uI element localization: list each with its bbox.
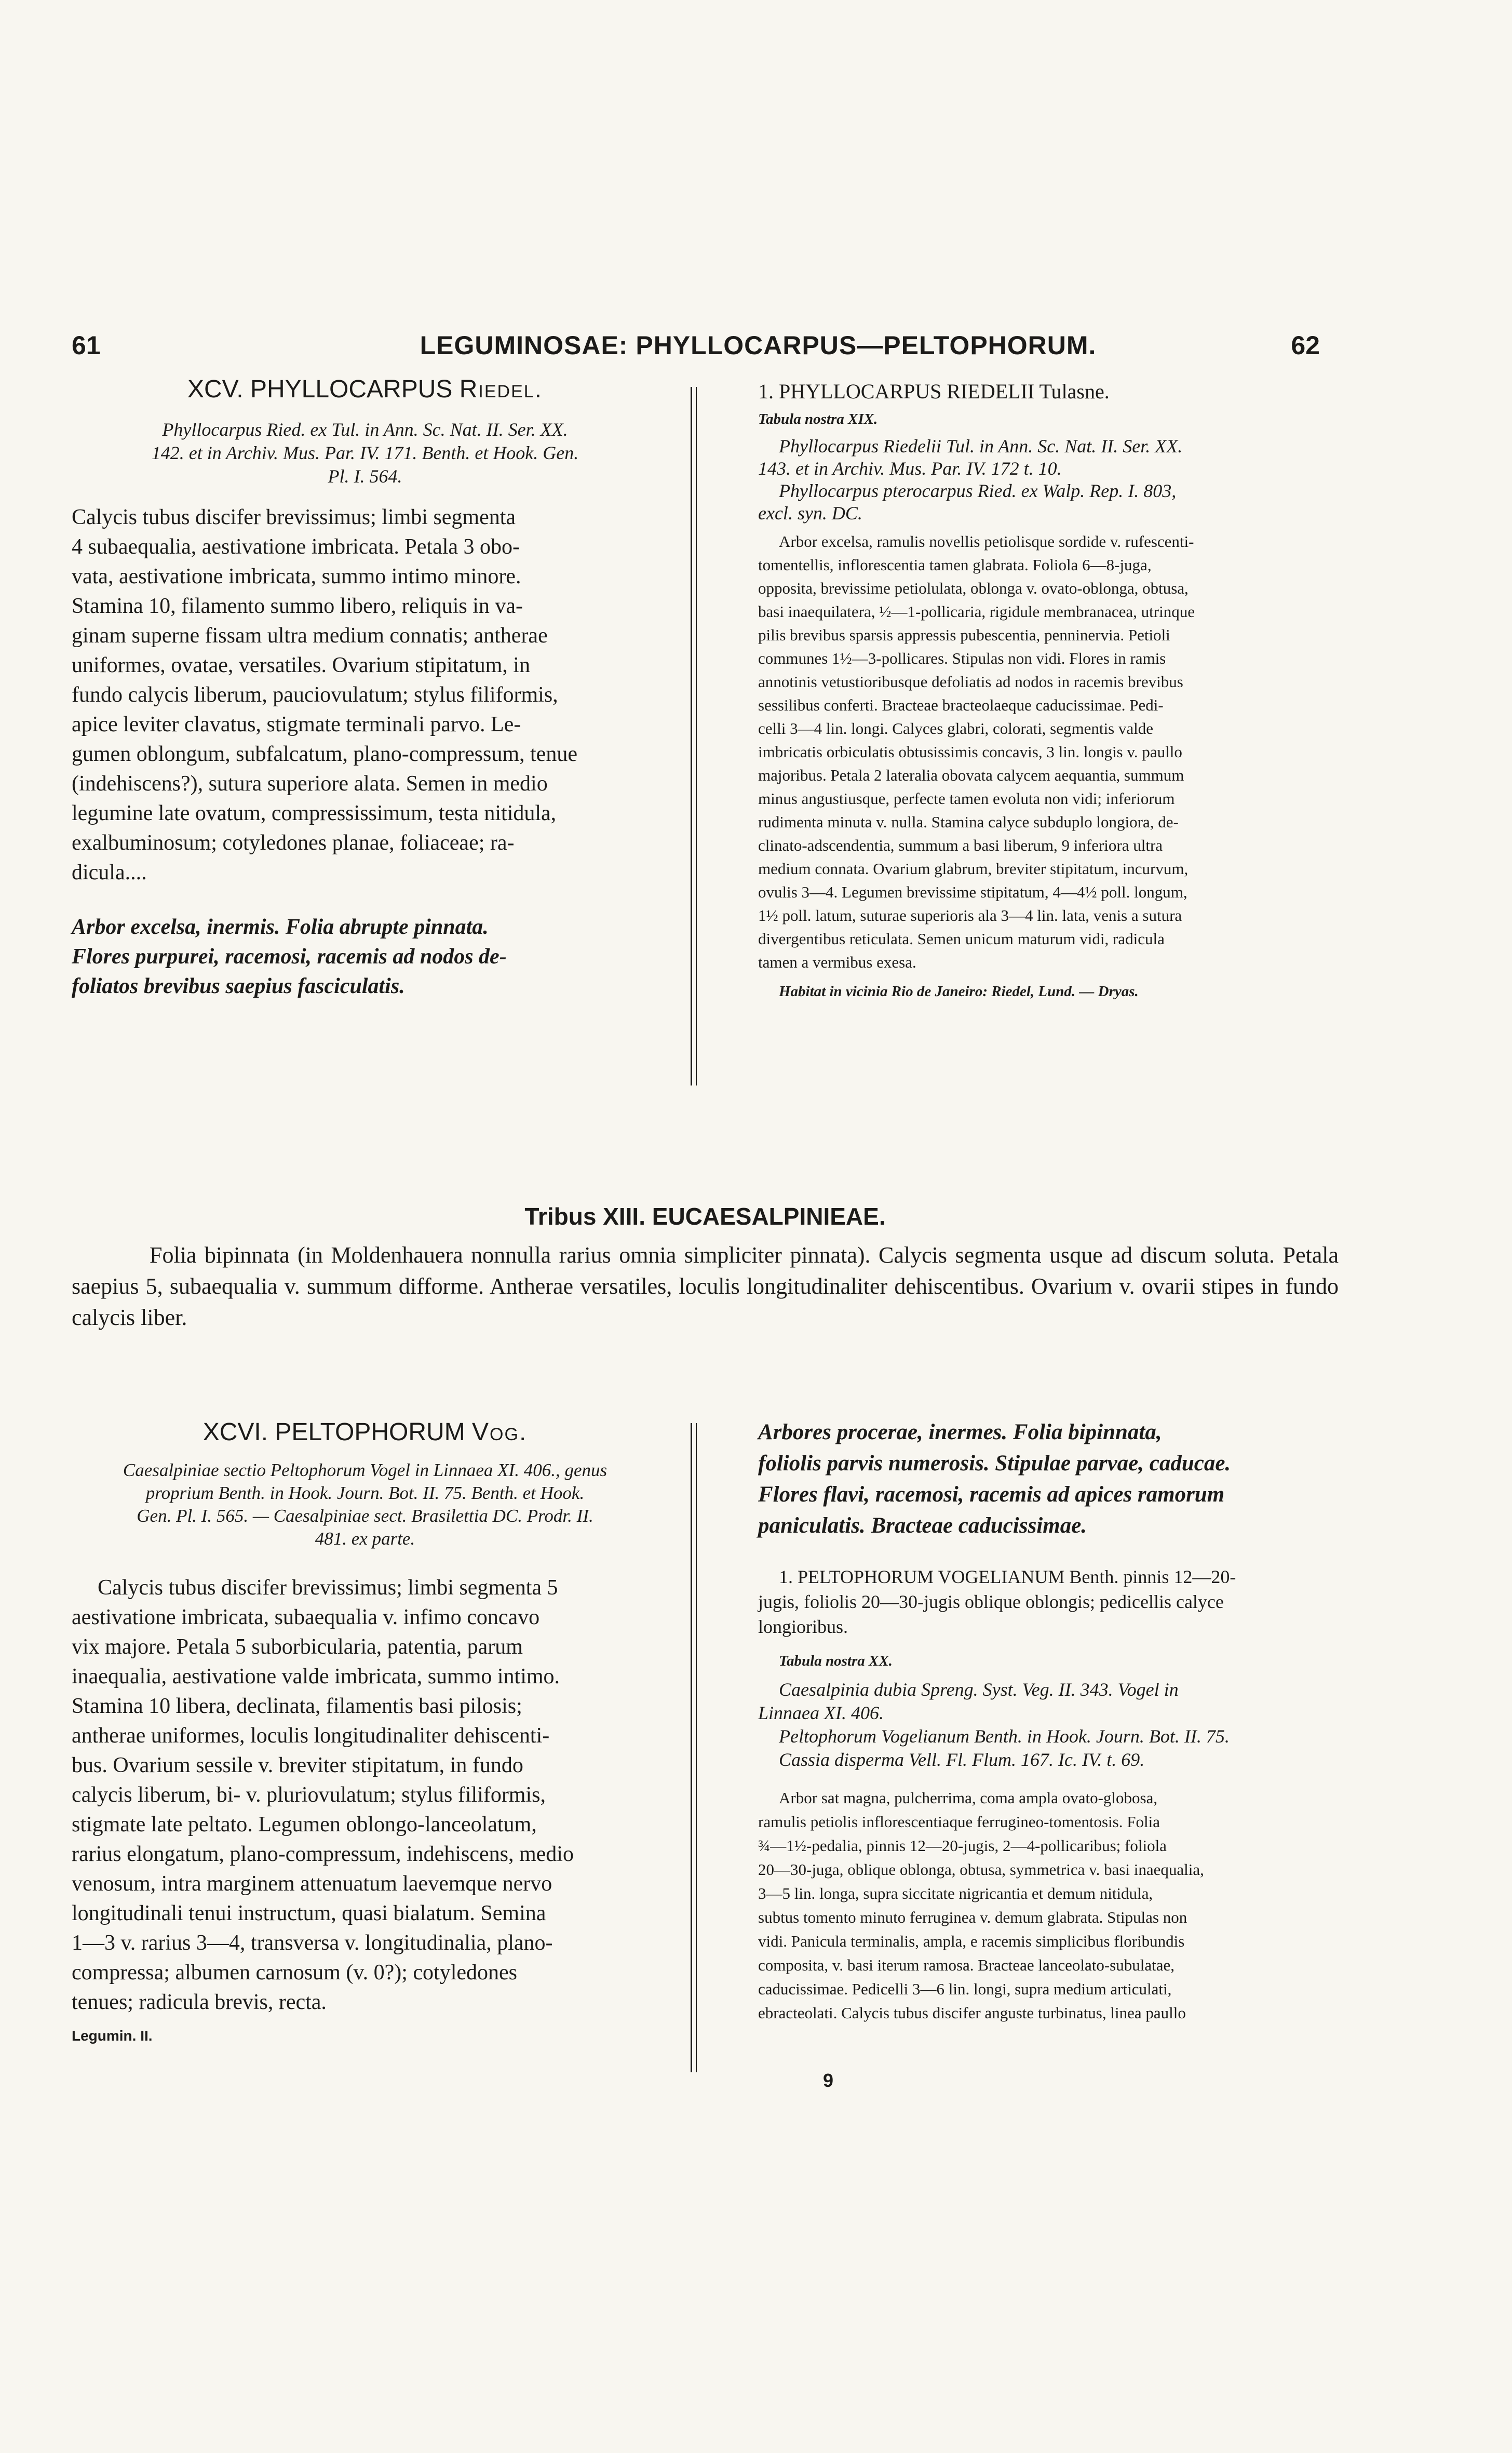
- description-line: opposita, brevissime petiolulata, oblonga v. ovato-oblonga, obtusa,: [758, 579, 1189, 597]
- habit-line: Arbores procerae, inermes. Folia bipinnata,: [758, 1420, 1162, 1444]
- description-line: ebracteolati. Calycis tubus discifer anguste turbinatus, linea paullo: [758, 2004, 1186, 2022]
- habit-line: foliatos brevibus saepius fasciculatis.: [72, 974, 405, 998]
- description-line: celli 3—4 lin. longi. Calyces glabri, colorati, segmentis valde: [758, 719, 1154, 738]
- plate-reference: Tabula nostra XIX.: [758, 411, 878, 427]
- page-number-left: 61: [72, 331, 101, 360]
- column-rule-top: [691, 387, 692, 1085]
- description-line: 1½ poll. latum, suturae superioris ala 3—4 lin. lata, venis a sutura: [758, 906, 1182, 924]
- description-line: aestivatione imbricata, subaequalia v. infimo concavo: [72, 1605, 540, 1629]
- description-line: clinato-adscendentia, summum a basi liberum, 9 inferiora ultra: [758, 836, 1163, 854]
- species-heading-line: longioribus.: [758, 1616, 848, 1637]
- genus-heading: [72, 375, 658, 404]
- tribe-section: [72, 1202, 1339, 1333]
- synonymy-line: proprium Benth. in Hook. Journ. Bot. II. 75. Benth. et Hook.: [145, 1483, 585, 1503]
- description-line: (indehiscens?), sutura superiore alata. Semen in medio: [72, 772, 548, 796]
- description-line: Calycis tubus discifer brevissimus; limbi segmenta: [72, 505, 516, 529]
- description-line: vata, aestivatione imbricata, summo intimo minore.: [72, 565, 521, 588]
- genus-description: [72, 503, 658, 888]
- synonymy-line: Cassia disperma Vell. Fl. Flum. 167. Ic. IV. t. 69.: [779, 1749, 1145, 1770]
- description-line: stigmate late peltato. Legumen oblongo-lanceolatum,: [72, 1813, 537, 1837]
- description-line: Arbor excelsa, ramulis novellis petiolisque sordide v. rufescenti-: [779, 532, 1194, 551]
- description-line: compressa; albumen carnosum (v. 0?); cotyledones: [72, 1961, 518, 1985]
- column-rule-top-2: [696, 387, 697, 1085]
- description-line: rudimenta minuta v. nulla. Stamina calyce subduplo longiora, de-: [758, 813, 1179, 831]
- description-line: divergentibus reticulata. Semen unicum maturum vidi, radicula: [758, 930, 1165, 948]
- genus-heading-author: Vog.: [472, 1418, 528, 1446]
- description-line: 3—5 lin. longa, supra siccitate nigricantia et demum nitidula,: [758, 1884, 1153, 1902]
- page-title: LEGUMINOSAE: PHYLLOCARPUS—PELTOPHORUM.: [420, 331, 1097, 360]
- synonymy-line: Pl. I. 564.: [328, 466, 402, 487]
- species-riedelii: [758, 379, 1319, 1000]
- species-heading-line: jugis, foliolis 20—30-jugis oblique oblongis; pedicellis calyce: [758, 1591, 1224, 1612]
- genus-description: [72, 1573, 658, 2017]
- description-line: ovulis 3—4. Legumen brevissime stipitatum, 4—4½ poll. longum,: [758, 883, 1187, 901]
- description-line: pilis brevibus sparsis appressis pubescentia, penninervia. Petioli: [758, 626, 1170, 644]
- species-synonymy: [758, 1678, 1319, 1772]
- description-line: subtus tomento minuto ferruginea v. demum glabrata. Stipulas non: [758, 1908, 1187, 1926]
- signature-mark: Legumin. II.: [72, 2028, 153, 2044]
- description-line: Arbor sat magna, pulcherrima, coma ampla ovato-globosa,: [779, 1789, 1158, 1807]
- synonymy-line: Phyllocarpus Ried. ex Tul. in Ann. Sc. Nat. II. Ser. XX.: [162, 419, 568, 440]
- description-line: ¾—1½-pedalia, pinnis 12—20-jugis, 2—4-pollicaribus; foliola: [758, 1837, 1167, 1855]
- synonymy-line: Phyllocarpus Riedelii Tul. in Ann. Sc. Nat. II. Ser. XX.: [779, 436, 1183, 457]
- synonymy-line: Caesalpinia dubia Spreng. Syst. Veg. II. 343. Vogel in: [779, 1679, 1179, 1700]
- description-line: Calycis tubus discifer brevissimus; limbi segmenta 5: [98, 1576, 558, 1600]
- genus-habit: [758, 1417, 1319, 1541]
- habit-line: foliolis parvis numerosis. Stipulae parvae, caducae.: [758, 1451, 1231, 1476]
- description-line: inaequalia, aestivatione valde imbricata, summo intimo.: [72, 1665, 560, 1688]
- genus-heading: [72, 1418, 658, 1446]
- description-line: vix majore. Petala 5 suborbicularia, patentia, parum: [72, 1635, 523, 1659]
- genus-synonymy: [72, 418, 658, 488]
- description-line: tamen a vermibus exesa.: [758, 953, 916, 971]
- column-rule-bottom-2: [696, 1423, 697, 2072]
- synonymy-line: Phyllocarpus pterocarpus Ried. ex Walp. Rep. I. 803,: [779, 480, 1177, 501]
- description-line: antherae uniformes, loculis longitudinaliter dehiscenti-: [72, 1724, 550, 1748]
- description-line: annotinis vetustioribusque defoliatis ad nodos in racemis brevibus: [758, 673, 1183, 691]
- description-line: 4 subaequalia, aestivatione imbricata. Petala 3 obo-: [72, 535, 520, 559]
- synonymy-line: 142. et in Archiv. Mus. Par. IV. 171. Benth. et Hook. Gen.: [151, 443, 579, 463]
- description-line: medium connata. Ovarium glabrum, breviter stipitatum, incurvum,: [758, 860, 1189, 878]
- synonymy-line: Linnaea XI. 406.: [758, 1703, 884, 1723]
- tribe-title: Tribus XIII. EUCAESALPINIEAE.: [524, 1203, 886, 1230]
- description-line: caducissimae. Pedicelli 3—6 lin. longi, supra medium articulati,: [758, 1980, 1172, 1998]
- description-line: minus angustiusque, perfecte tamen evoluta non vidi; inferiorum: [758, 789, 1175, 808]
- description-line: communes 1½—3-pollicares. Stipulas non vidi. Flores in ramis: [758, 649, 1166, 667]
- description-line: vidi. Panicula terminalis, ampla, e racemis simplicibus floribundis: [758, 1932, 1185, 1950]
- species-heading: 1. PHYLLOCARPUS RIEDELII Tulasne.: [758, 380, 1110, 403]
- description-line: ginam superne fissam ultra medium connatis; antherae: [72, 624, 548, 648]
- description-line: majoribus. Petala 2 lateralia obovata calycem aequantia, summum: [758, 766, 1184, 784]
- tribe-description: Folia bipinnata (in Moldenhauera nonnulla rarius omnia simpliciter pinnata). Calycis segmenta usque ad discum soluta. Petala saepius 5, subaequalia v. summum difforme. Antherae versatiles, loculis longitudinaliter dehiscentibus. Ovarium v. ovarii stipes in fundo calycis liber.: [72, 1242, 1339, 1330]
- genus-phyllocarpus: [72, 375, 658, 1001]
- plate-reference: Tabula nostra XX.: [779, 1653, 893, 1669]
- description-line: Stamina 10 libera, declinata, filamentis basi pilosis;: [72, 1694, 522, 1718]
- column-rule-bottom: [691, 1423, 692, 2072]
- description-line: gumen oblongum, subfalcatum, plano-compressum, tenue: [72, 742, 577, 766]
- description-line: 1—3 v. rarius 3—4, transversa v. longitudinalia, plano-: [72, 1931, 553, 1955]
- genus-habit: [72, 913, 658, 1001]
- signature-number: 9: [823, 2070, 834, 2091]
- description-line: tomentellis, inflorescentia tamen glabrata. Foliola 6—8-juga,: [758, 556, 1152, 574]
- description-line: bus. Ovarium sessile v. breviter stipitatum, in fundo: [72, 1753, 523, 1777]
- species-heading-line: 1. PELTOPHORUM VOGELIANUM Benth. pinnis 12—20-: [779, 1566, 1236, 1587]
- species-description: [758, 1786, 1319, 2025]
- habit-line: Flores purpurei, racemosi, racemis ad nodos de-: [72, 945, 507, 969]
- description-line: apice leviter clavatus, stigmate terminali parvo. Le-: [72, 713, 521, 736]
- species-synonymy: [758, 435, 1319, 525]
- description-line: legumine late ovatum, compressissimum, testa nitidula,: [72, 801, 557, 825]
- description-line: dicula....: [72, 861, 147, 884]
- habitat-line: Habitat in vicinia Rio de Janeiro: Riedel, Lund. — Dryas.: [779, 983, 1139, 1000]
- species-vogelianum: [758, 1417, 1319, 2025]
- genus-synonymy: [72, 1459, 658, 1550]
- synonymy-line: 143. et in Archiv. Mus. Par. IV. 172 t. 10.: [758, 458, 1062, 479]
- synonymy-line: 481. ex parte.: [315, 1529, 415, 1549]
- description-line: longitudinali tenui instructum, quasi bialatum. Semina: [72, 1901, 546, 1925]
- habit-line: Arbor excelsa, inermis. Folia abrupte pinnata.: [72, 915, 489, 939]
- synonymy-line: Peltophorum Vogelianum Benth. in Hook. Journ. Bot. II. 75.: [779, 1726, 1230, 1747]
- description-line: sessilibus conferti. Bracteae bracteolaeque caducissimae. Pedi-: [758, 696, 1164, 714]
- genus-peltophorum: [72, 1418, 658, 2044]
- description-line: 20—30-juga, oblique oblonga, obtusa, symmetrica v. basi inaequalia,: [758, 1860, 1204, 1879]
- synonymy-line: excl. syn. DC.: [758, 503, 862, 524]
- synonymy-line: Caesalpiniae sectio Peltophorum Vogel in Linnaea XI. 406., genus: [123, 1460, 608, 1480]
- description-line: basi inaequilatera, ½—1-pollicaria, rigidule membranacea, utrinque: [758, 602, 1195, 621]
- habit-line: Flores flavi, racemosi, racemis ad apices ramorum: [758, 1482, 1225, 1507]
- description-line: uniformes, ovatae, versatiles. Ovarium stipitatum, in: [72, 653, 530, 677]
- description-line: calycis liberum, bi- v. pluriovulatum; stylus filiformis,: [72, 1783, 546, 1807]
- description-line: imbricatis orbiculatis obtusissimis concavis, 3 lin. longis v. paullo: [758, 743, 1182, 761]
- genus-heading-number: XCV. PHYLLOCARPUS: [187, 376, 453, 403]
- description-line: rarius elongatum, plano-compressum, indehiscens, medio: [72, 1842, 574, 1866]
- description-line: fundo calycis liberum, pauciovulatum; stylus filiformis,: [72, 683, 558, 707]
- description-line: composita, v. basi iterum ramosa. Bracteae lanceolato-subulatae,: [758, 1956, 1174, 1974]
- genus-heading-author: Riedel.: [459, 376, 543, 403]
- description-line: exalbuminosum; cotyledones planae, foliaceae; ra-: [72, 831, 515, 855]
- synonymy-line: Gen. Pl. I. 565. — Caesalpiniae sect. Brasilettia DC. Prodr. II.: [137, 1506, 593, 1526]
- description-line: ramulis petiolis inflorescentiaque ferrugineo-tomentosis. Folia: [758, 1813, 1160, 1831]
- description-line: venosum, intra marginem attenuatum laevemque nervo: [72, 1872, 552, 1896]
- description-line: Stamina 10, filamento summo libero, reliquis in va-: [72, 594, 523, 618]
- species-description: [758, 530, 1319, 974]
- page-number-right: 62: [1291, 331, 1320, 360]
- genus-heading-number: XCVI. PELTOPHORUM: [203, 1418, 465, 1446]
- description-line: tenues; radicula brevis, recta.: [72, 1990, 327, 2014]
- species-heading: [758, 1564, 1319, 1639]
- habit-line: paniculatis. Bracteae caducissimae.: [758, 1513, 1087, 1538]
